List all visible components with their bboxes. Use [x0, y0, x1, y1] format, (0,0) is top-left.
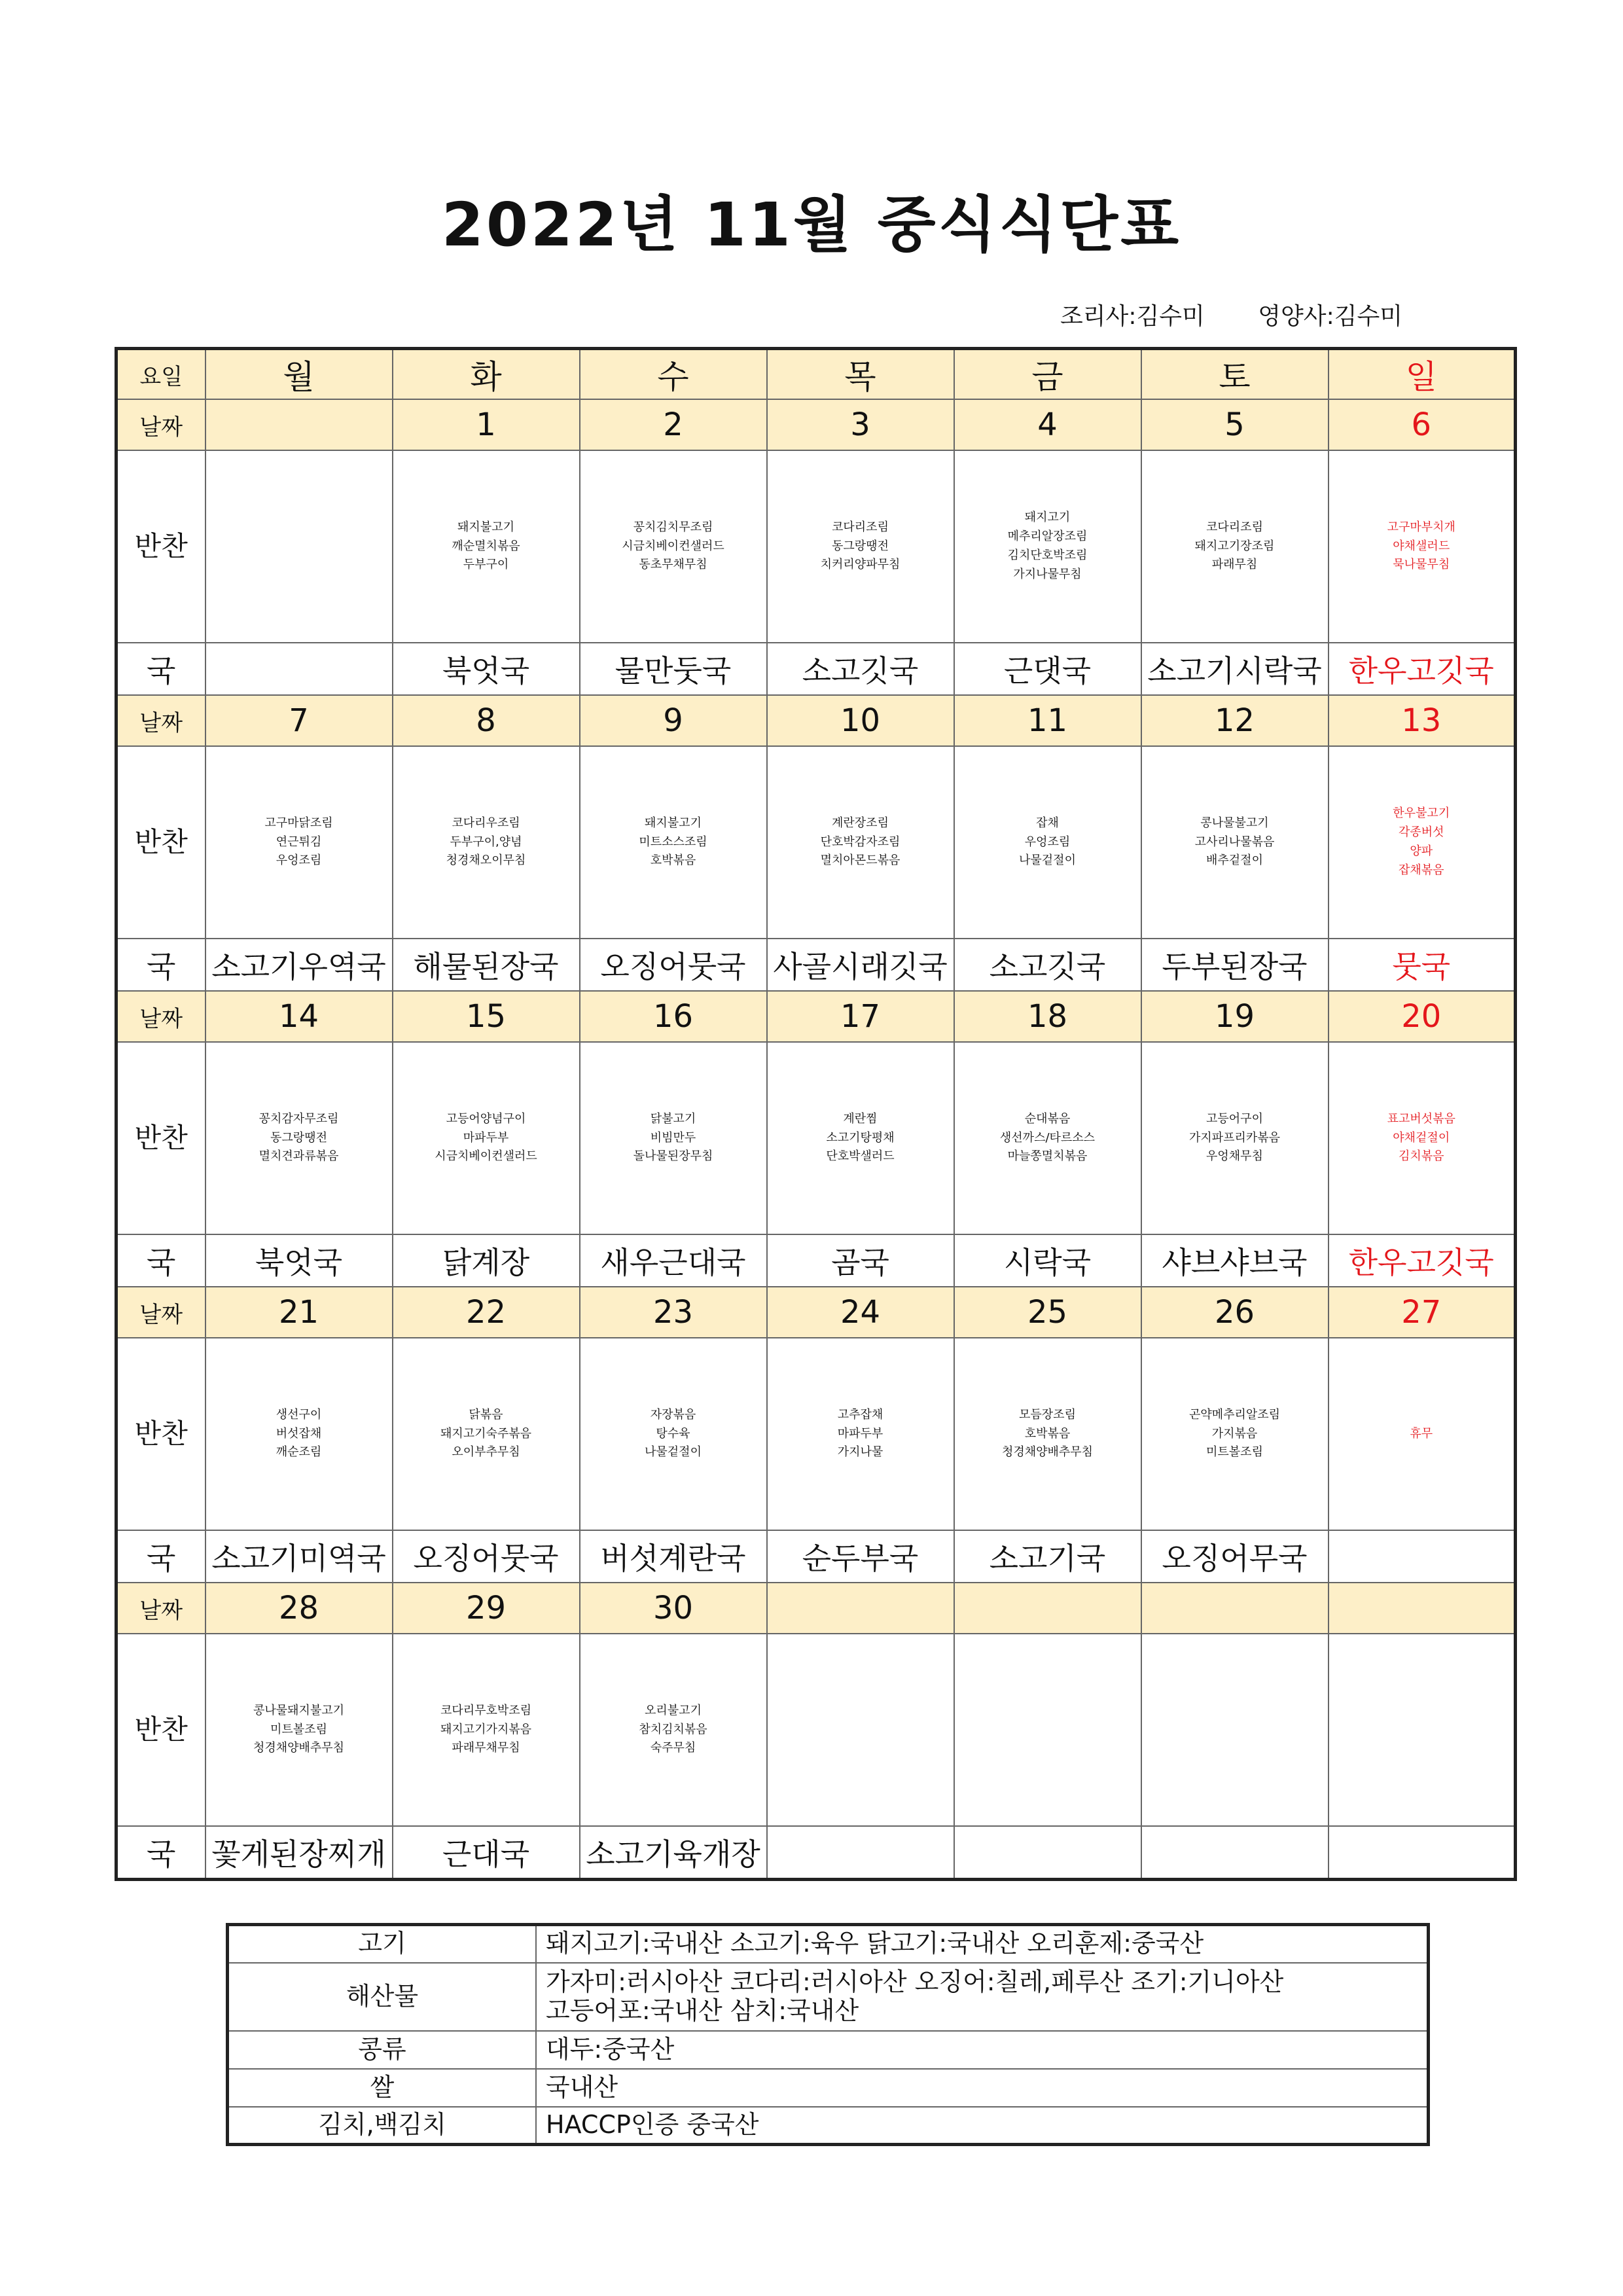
side-dish-cell [393, 450, 580, 643]
side-dish-cell [580, 1338, 767, 1530]
side-dish-row [116, 746, 1516, 939]
page-title: 2022년 11월 중식식단표 [441, 190, 1182, 260]
soup-cell: 순두부국 [767, 1530, 954, 1583]
origin-category: 콩류 [228, 2031, 537, 2069]
dish-item: 자장볶음 [650, 1407, 696, 1422]
side-dish-cell [1329, 1042, 1516, 1234]
side-dish-cell [580, 746, 767, 939]
dish-item: 야채겉절이 [1393, 1130, 1450, 1145]
date-row [116, 991, 1516, 1042]
dish-item: 잡채 [1036, 816, 1059, 830]
dish-item: 고추잡채 [837, 1407, 883, 1422]
cook-name: 조리사:김수미 [1060, 303, 1205, 330]
dish-item: 생선까스/타르소스 [999, 1130, 1096, 1145]
weekday-fri: 금 [954, 349, 1141, 400]
side-dish-cell [767, 1042, 954, 1234]
side-dish-cell [1141, 450, 1329, 643]
dish-item: 양파 [1410, 844, 1433, 858]
side-dish-row [116, 1042, 1516, 1234]
dish-item: 마늘쫑멸치볶음 [1007, 1149, 1088, 1164]
origin-row [228, 2069, 1429, 2107]
dish-item: 우엉조림 [1024, 834, 1071, 849]
soup-cell: 한우고깃국 [1329, 1234, 1516, 1287]
dish-item: 시금치베이컨샐러드 [435, 1149, 537, 1164]
soup-cell: 소고기국 [954, 1530, 1141, 1583]
weekday-sat: 토 [1141, 349, 1329, 400]
soup-cell [205, 643, 393, 695]
side-dish-cell [954, 1042, 1141, 1234]
soup-cell: 소고기시락국 [1141, 643, 1329, 695]
date-cell: 26 [1141, 1287, 1329, 1338]
side-dish-label: 반찬 [116, 746, 205, 939]
soup-label: 국 [116, 1530, 205, 1583]
dish-item: 청경채오이무침 [446, 853, 526, 868]
soup-cell [954, 1826, 1141, 1880]
dish-item: 휴무 [1410, 1426, 1433, 1441]
origin-detail [536, 2031, 1429, 2069]
dish-item: 김치볶음 [1398, 1149, 1444, 1164]
dish-item: 호박볶음 [650, 853, 696, 868]
dish-item: 코다리조림 [832, 520, 889, 534]
origin-detail [536, 2107, 1429, 2145]
date-cell: 16 [580, 991, 767, 1042]
soup-cell: 소고기우역국 [205, 939, 393, 991]
dish-item: 멸치아몬드볶음 [820, 853, 901, 868]
dish-item: 동초무채무침 [639, 558, 707, 572]
dish-item: 한우불고기 [1393, 806, 1450, 821]
dish-item: 닭불고기 [650, 1111, 696, 1126]
origin-line: 대두:중국산 [546, 2034, 675, 2064]
soup-cell: 해물된장국 [393, 939, 580, 991]
dish-item: 우엉채무침 [1206, 1149, 1263, 1164]
weekday-mon: 월 [205, 349, 393, 400]
soup-cell: 뭇국 [1329, 939, 1516, 991]
date-cell: 27 [1329, 1287, 1516, 1338]
dish-item: 깨순조림 [276, 1445, 322, 1460]
soup-cell [1329, 1826, 1516, 1880]
date-row [116, 1287, 1516, 1338]
dish-item: 꽁치김치무조림 [633, 520, 713, 534]
side-dish-row [116, 1634, 1516, 1826]
dish-item: 가지나물 [837, 1445, 883, 1460]
dish-item: 고등어양념구이 [446, 1111, 526, 1126]
origin-row [228, 1963, 1429, 2031]
dish-item: 고등어구이 [1206, 1111, 1263, 1126]
dish-item: 닭볶음 [469, 1407, 503, 1422]
date-cell: 28 [205, 1583, 393, 1634]
origin-line: 고등어포:국내산 삼치:국내산 [546, 1996, 859, 2025]
soup-cell: 꽃게된장찌개 [205, 1826, 393, 1880]
side-dish-cell [1329, 746, 1516, 939]
staff-info [1060, 298, 1402, 331]
dish-item: 미트볼조림 [270, 1722, 327, 1736]
side-dish-row [116, 450, 1516, 643]
dish-item: 우엉조림 [276, 853, 322, 868]
soup-cell: 근대국 [393, 1826, 580, 1880]
date-cell: 2 [580, 399, 767, 450]
side-dish-row [116, 1338, 1516, 1530]
date-cell: 13 [1329, 695, 1516, 746]
dish-item: 탕수육 [656, 1426, 690, 1441]
date-cell: 3 [767, 399, 954, 450]
soup-cell: 오징어뭇국 [580, 939, 767, 991]
dish-item: 잡채볶음 [1398, 863, 1444, 877]
dish-item: 오리불고기 [645, 1703, 702, 1717]
date-row [116, 1583, 1516, 1634]
dish-item: 가지나물무침 [1013, 567, 1082, 581]
soup-cell: 북엇국 [205, 1234, 393, 1287]
date-cell: 22 [393, 1287, 580, 1338]
dish-item: 배추겉절이 [1206, 853, 1263, 868]
side-dish-cell [580, 450, 767, 643]
soup-cell: 사골시래깃국 [767, 939, 954, 991]
dish-item: 코다리무호박조림 [440, 1703, 532, 1717]
weekday-tue: 화 [393, 349, 580, 400]
dish-item: 각종버섯 [1398, 825, 1444, 840]
soup-cell: 소고기육개장 [580, 1826, 767, 1880]
origin-info-table [226, 1923, 1430, 2146]
date-cell: 6 [1329, 399, 1516, 450]
side-dish-cell [393, 1634, 580, 1826]
date-cell: 5 [1141, 399, 1329, 450]
dish-item: 청경채양배추무침 [253, 1741, 345, 1755]
soup-row [116, 1234, 1516, 1287]
date-cell: 12 [1141, 695, 1329, 746]
soup-cell [1141, 1826, 1329, 1880]
date-cell: 29 [393, 1583, 580, 1634]
dish-item: 두부구이 [463, 558, 509, 572]
dish-item: 숙주무침 [650, 1741, 696, 1755]
soup-cell: 한우고깃국 [1329, 643, 1516, 695]
soup-cell: 시락국 [954, 1234, 1141, 1287]
side-dish-cell [580, 1634, 767, 1826]
dish-item: 코다리조림 [1206, 520, 1263, 534]
dish-item: 미트볼조림 [1206, 1445, 1263, 1460]
soup-cell: 닭계장 [393, 1234, 580, 1287]
dish-item: 고구마부치개 [1387, 520, 1455, 534]
dish-item: 깨순멸치볶음 [452, 539, 520, 553]
dish-item: 돌나물된장무침 [633, 1149, 713, 1164]
date-cell: 4 [954, 399, 1141, 450]
soup-label: 국 [116, 643, 205, 695]
dish-item: 치커리양파무침 [820, 558, 901, 572]
dish-item: 버섯잡채 [276, 1426, 322, 1441]
side-dish-cell [393, 1042, 580, 1234]
dish-item: 코다리우조림 [452, 816, 520, 830]
dish-item: 두부구이,양념 [450, 834, 522, 849]
soup-cell: 새우근대국 [580, 1234, 767, 1287]
soup-cell: 소고깃국 [954, 939, 1141, 991]
date-cell [1141, 1583, 1329, 1634]
dish-item: 나물겉절이 [645, 1445, 702, 1460]
side-dish-cell [1329, 1634, 1516, 1826]
dish-item: 메추리알장조림 [1007, 529, 1088, 544]
date-label: 날짜 [116, 1287, 205, 1338]
dish-item: 돼지고기가지볶음 [440, 1722, 532, 1736]
dish-item: 계란찜 [843, 1111, 878, 1126]
dish-item: 마파두부 [837, 1426, 883, 1441]
side-dish-cell [393, 746, 580, 939]
date-cell [1329, 1583, 1516, 1634]
side-dish-cell [767, 1338, 954, 1530]
soup-cell: 소고깃국 [767, 643, 954, 695]
soup-cell: 곰국 [767, 1234, 954, 1287]
side-dish-label: 반찬 [116, 1634, 205, 1826]
origin-detail [536, 1963, 1429, 2031]
dish-item: 표고버섯볶음 [1387, 1111, 1455, 1126]
dish-item: 돼지불고기 [457, 520, 514, 534]
weekday-wed: 수 [580, 349, 767, 400]
dish-item: 시금치베이컨샐러드 [622, 539, 724, 553]
soup-cell: 소고기미역국 [205, 1530, 393, 1583]
soup-label: 국 [116, 939, 205, 991]
dish-item: 파래무침 [1211, 558, 1258, 572]
dish-item: 김치단호박조림 [1007, 548, 1088, 562]
date-cell: 7 [205, 695, 393, 746]
dish-item: 참치김치볶음 [639, 1722, 707, 1736]
origin-category: 해산물 [228, 1963, 537, 2031]
weekday-label: 요일 [116, 349, 205, 400]
dish-item: 마파두부 [463, 1130, 509, 1145]
soup-row [116, 1530, 1516, 1583]
side-dish-cell [205, 1338, 393, 1530]
dish-item: 비빔만두 [650, 1130, 696, 1145]
date-cell [954, 1583, 1141, 1634]
date-cell: 20 [1329, 991, 1516, 1042]
soup-cell: 근댓국 [954, 643, 1141, 695]
soup-label: 국 [116, 1826, 205, 1880]
date-label: 날짜 [116, 991, 205, 1042]
date-row [116, 695, 1516, 746]
origin-category: 고기 [228, 1925, 537, 1963]
dish-item: 미트소스조림 [639, 834, 707, 849]
date-cell: 11 [954, 695, 1141, 746]
date-cell: 15 [393, 991, 580, 1042]
dish-item: 고구마닭조림 [264, 816, 333, 830]
date-cell: 9 [580, 695, 767, 746]
side-dish-cell [393, 1338, 580, 1530]
side-dish-cell [954, 450, 1141, 643]
weekday-sun: 일 [1329, 349, 1516, 400]
side-dish-cell [1329, 1338, 1516, 1530]
dish-item: 멸치견과류볶음 [259, 1149, 339, 1164]
dish-item: 가지파프리카볶음 [1188, 1130, 1281, 1145]
side-dish-cell [1141, 746, 1329, 939]
dish-item: 단호박감자조림 [820, 834, 901, 849]
date-cell: 14 [205, 991, 393, 1042]
dish-item: 콩나물불고기 [1200, 816, 1269, 830]
dish-item: 고사리나물볶음 [1194, 834, 1275, 849]
side-dish-label: 반찬 [116, 450, 205, 643]
soup-cell: 오징어무국 [1141, 1530, 1329, 1583]
date-label: 날짜 [116, 1583, 205, 1634]
date-cell: 25 [954, 1287, 1141, 1338]
dish-item: 돼지불고기 [645, 816, 702, 830]
origin-detail [536, 1925, 1429, 1963]
side-dish-cell [1141, 1634, 1329, 1826]
side-dish-cell [954, 1338, 1141, 1530]
dish-item: 동그랑땡전 [832, 539, 889, 553]
origin-row [228, 2031, 1429, 2069]
soup-cell [767, 1826, 954, 1880]
dish-item: 콩나물돼지불고기 [253, 1703, 345, 1717]
soup-cell: 오징어뭇국 [393, 1530, 580, 1583]
origin-category: 쌀 [228, 2069, 537, 2107]
date-cell: 21 [205, 1287, 393, 1338]
origin-line: 국내산 [546, 2072, 618, 2102]
date-label: 날짜 [116, 399, 205, 450]
side-dish-cell [767, 450, 954, 643]
side-dish-label: 반찬 [116, 1338, 205, 1530]
dish-item: 단호박샐러드 [826, 1149, 895, 1164]
soup-label: 국 [116, 1234, 205, 1287]
weekday-row [116, 349, 1516, 400]
dish-item: 계란장조림 [832, 816, 889, 830]
side-dish-label: 반찬 [116, 1042, 205, 1234]
side-dish-cell [767, 1634, 954, 1826]
soup-cell: 북엇국 [393, 643, 580, 695]
lunch-menu-table [115, 347, 1517, 1881]
date-cell: 8 [393, 695, 580, 746]
date-cell: 17 [767, 991, 954, 1042]
side-dish-cell [205, 1042, 393, 1234]
date-cell: 18 [954, 991, 1141, 1042]
dish-item: 오이부추무침 [452, 1445, 520, 1460]
dish-item: 연근튀김 [276, 834, 322, 849]
soup-cell: 샤브샤브국 [1141, 1234, 1329, 1287]
side-dish-cell [580, 1042, 767, 1234]
origin-line: 가자미:러시아산 코다리:러시아산 오징어:칠레,페루산 조기:기니아산 [546, 1967, 1284, 1996]
dish-item: 나물겉절이 [1019, 853, 1076, 868]
date-cell [767, 1583, 954, 1634]
date-cell: 19 [1141, 991, 1329, 1042]
soup-row [116, 643, 1516, 695]
dish-item: 청경채양배추무침 [1001, 1445, 1094, 1460]
dish-item: 돼지고기장조림 [1194, 539, 1275, 553]
origin-line: 돼지고기:국내산 소고기:육우 닭고기:국내산 오리훈제:중국산 [546, 1929, 1204, 1958]
origin-line: HACCP인증 중국산 [546, 2109, 759, 2139]
side-dish-cell [205, 1634, 393, 1826]
dish-item: 생선구이 [276, 1407, 322, 1422]
soup-cell [1329, 1530, 1516, 1583]
side-dish-cell [1329, 450, 1516, 643]
date-cell [205, 399, 393, 450]
side-dish-cell [1141, 1042, 1329, 1234]
side-dish-cell [205, 746, 393, 939]
dish-item: 순대볶음 [1024, 1111, 1071, 1126]
side-dish-cell [205, 450, 393, 643]
dish-item: 파래무채무침 [452, 1741, 520, 1755]
dish-item: 야채샐러드 [1393, 539, 1450, 553]
soup-cell: 두부된장국 [1141, 939, 1329, 991]
side-dish-cell [767, 746, 954, 939]
origin-detail [536, 2069, 1429, 2107]
dish-item: 동그랑땡전 [270, 1130, 327, 1145]
origin-category: 김치,백김치 [228, 2107, 537, 2145]
soup-row [116, 939, 1516, 991]
soup-row [116, 1826, 1516, 1880]
weekday-thu: 목 [767, 349, 954, 400]
dish-item: 돼지고기 [1024, 511, 1071, 525]
dish-item: 꽁치감자무조림 [259, 1111, 339, 1126]
nutritionist-name: 영양사:김수미 [1258, 303, 1403, 330]
date-cell: 24 [767, 1287, 954, 1338]
date-cell: 1 [393, 399, 580, 450]
soup-cell: 버섯계란국 [580, 1530, 767, 1583]
dish-item: 곤약메추리알조림 [1188, 1407, 1281, 1422]
origin-row [228, 1925, 1429, 1963]
dish-item: 모듬장조림 [1019, 1407, 1076, 1422]
origin-row [228, 2107, 1429, 2145]
dish-item: 돼지고기숙주볶음 [440, 1426, 532, 1441]
side-dish-cell [954, 746, 1141, 939]
date-label: 날짜 [116, 695, 205, 746]
date-row [116, 399, 1516, 450]
dish-item: 소고기탕평채 [826, 1130, 895, 1145]
date-cell: 23 [580, 1287, 767, 1338]
soup-cell: 물만둣국 [580, 643, 767, 695]
side-dish-cell [954, 1634, 1141, 1826]
date-cell: 10 [767, 695, 954, 746]
date-cell: 30 [580, 1583, 767, 1634]
dish-item: 묵나물무침 [1393, 558, 1450, 572]
dish-item: 가지볶음 [1211, 1426, 1258, 1441]
dish-item: 호박볶음 [1024, 1426, 1071, 1441]
side-dish-cell [1141, 1338, 1329, 1530]
